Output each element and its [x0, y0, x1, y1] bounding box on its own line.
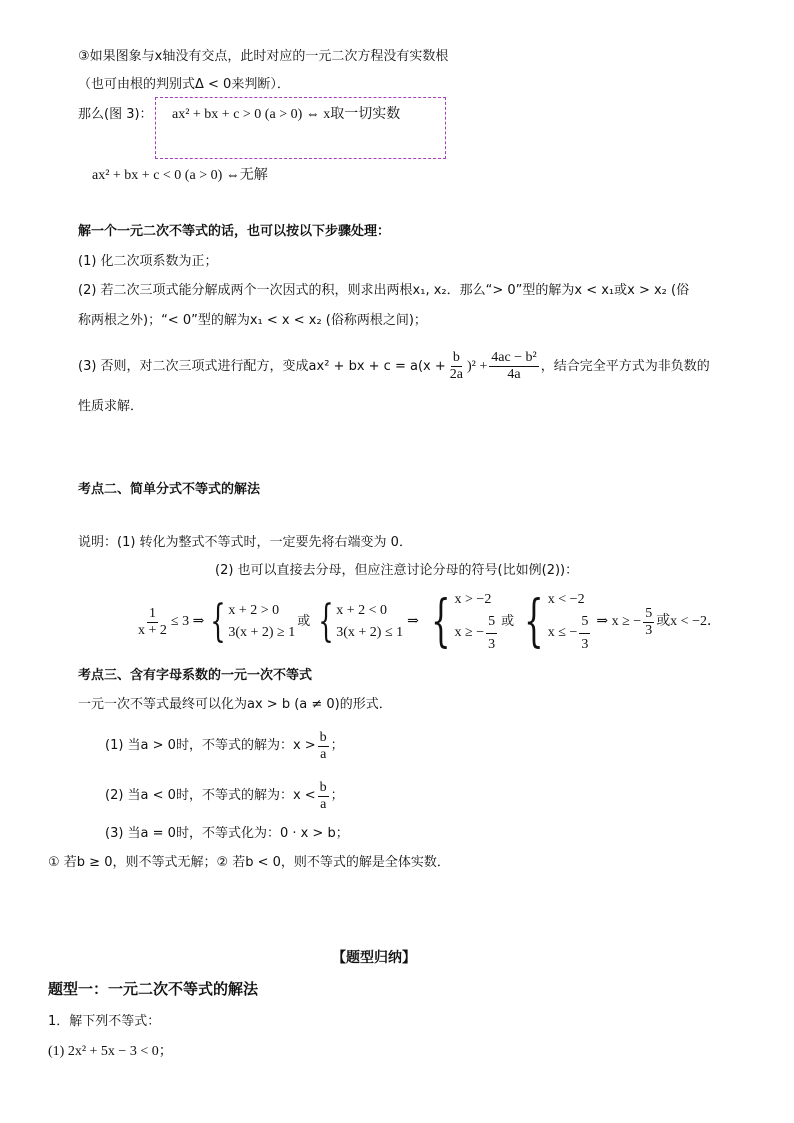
- step-3-line1: [78, 350, 710, 383]
- implies-arrow: ⇒: [407, 614, 419, 629]
- system-b-row-2: 3(x + 2) ≤ 1: [336, 625, 404, 640]
- system-d-row-1: x < −2: [547, 591, 585, 607]
- fraction-denominator: 3: [645, 622, 653, 638]
- k3-sub-cases: ① 若b ≥ 0，则不等式无解；② 若b < 0，则不等式的解是全体实数．: [48, 855, 450, 870]
- system-c-row-2-prefix: x ≥ −: [454, 625, 485, 640]
- fraction-denominator: x + 2: [138, 622, 167, 638]
- section-k2-title: 考点二、简单分式不等式的解法: [78, 482, 261, 497]
- fraction-denominator: 2a: [449, 367, 463, 382]
- fraction-numerator: 5: [486, 611, 497, 634]
- fraction-denominator: 3: [581, 636, 589, 652]
- type-1-title: 题型一：一元二次不等式的解法: [48, 980, 259, 998]
- left-brace: {: [430, 589, 451, 654]
- formula-always-true: ax² + bx + c > 0 (a > 0) ⇔ x取一切实数: [172, 107, 401, 122]
- k3-case-3: (3) 当a = 0时，不等式化为：0 · x > b；: [105, 826, 349, 841]
- fraction-denominator: 4a: [507, 367, 521, 382]
- system-b: [312, 596, 404, 647]
- semicolon: ；: [330, 788, 344, 803]
- fraction-inequality-derivation: [134, 589, 721, 654]
- left-brace: {: [210, 596, 227, 647]
- or-2: 或: [501, 614, 515, 629]
- fraction-discriminant-over-4a: [489, 350, 539, 383]
- text-discriminant: （也可由根的判别式Δ < 0来判断）．: [78, 77, 290, 92]
- step-3-mid: )² +: [466, 358, 488, 374]
- fraction-b-over-a: [318, 780, 329, 813]
- fraction-numerator: b: [452, 350, 460, 365]
- fraction-denominator: a: [320, 796, 327, 812]
- fraction-5-over-3: [579, 611, 590, 656]
- step-2-line1: (2) 若二次三项式能分解成两个一次因式的积，则求出两根x₁, x₂．那么“> 0”型的解为x < x₁或x > x₂ (俗: [78, 283, 690, 298]
- fraction-numerator: 5: [579, 611, 590, 634]
- step-3-line2: 性质求解．: [78, 399, 144, 414]
- left-brace: {: [524, 589, 544, 654]
- text-no-intersection: ③如果图象与x轴没有交点，此时对应的一元二次方程没有实数根: [78, 49, 449, 64]
- final-implies-prefix: ⇒ x ≥ −: [596, 614, 642, 629]
- fraction-numerator: b: [319, 779, 327, 795]
- le-3-implies: ≤ 3 ⇒: [170, 614, 205, 629]
- step-2-line2: 称两根之外)；“< 0”型的解为x₁ < x < x₂ (俗称两根之间)；: [78, 313, 427, 328]
- system-a-row-1: x + 2 > 0: [228, 603, 280, 618]
- question-1: 1．解下列不等式：: [48, 1014, 161, 1029]
- step-1: (1) 化二次项系数为正；: [78, 254, 218, 269]
- fraction-5-over-3: [486, 611, 497, 656]
- fraction-numerator: b: [319, 729, 327, 745]
- final-result-suffix: 或x < −2．: [656, 614, 721, 629]
- case-2-text: (2) 当a < 0时，不等式的解为：x <: [105, 788, 316, 803]
- system-a-row-2: 3(x + 2) ≥ 1: [228, 625, 296, 640]
- k3-case-1: [105, 726, 344, 766]
- system-c-row-1: x > −2: [454, 591, 492, 607]
- fraction-denominator: a: [320, 746, 327, 762]
- section-k3-title: 考点三、含有字母系数的一元一次不等式: [78, 668, 313, 683]
- fraction-5-over-3: [643, 606, 654, 639]
- fraction-numerator: 4ac − b²: [491, 350, 537, 365]
- system-d-row-2: [548, 611, 593, 656]
- fraction-denominator: 3: [488, 636, 496, 652]
- k2-note-1: 说明：(1) 转化为整式不等式时，一定要先将右端变为 0．: [78, 535, 412, 550]
- fraction-numerator: 5: [645, 605, 653, 621]
- question-1-part-1: (1) 2x² + 5x − 3 < 0；: [48, 1044, 173, 1059]
- k3-intro: 一元一次不等式最终可以化为ax > b (a ≠ 0)的形式．: [78, 697, 392, 712]
- system-d: [516, 589, 592, 656]
- types-heading: 【题型归纳】: [332, 950, 416, 966]
- system-b-row-1: x + 2 < 0: [336, 603, 388, 618]
- semicolon: ；: [330, 738, 344, 753]
- or-1: 或: [297, 614, 311, 629]
- formula-no-solution: ax² + bx + c < 0 (a > 0) ⇔无解: [92, 168, 268, 183]
- system-a: [204, 596, 296, 647]
- steps-intro: 解一个一元二次不等式的话，也可以按以下步骤处理：: [78, 224, 391, 239]
- system-c: [423, 589, 499, 656]
- k2-note-2: (2) 也可以直接去分母，但应注意讨论分母的符号(比如例(2))：: [215, 563, 579, 578]
- fraction-b-over-2a: [448, 350, 465, 383]
- fraction-1-over-x-plus-2: [136, 606, 169, 639]
- system-d-row-2-prefix: x ≤ −: [547, 625, 578, 640]
- case-1-text: (1) 当a > 0时，不等式的解为：x >: [105, 738, 316, 753]
- fraction-numerator: 1: [148, 605, 156, 621]
- step-3-suffix: ，结合完全平方式为非负数的: [540, 358, 710, 374]
- k3-case-2: [105, 776, 344, 816]
- fraction-b-over-a: [318, 730, 329, 763]
- then-label: 那么(图 3)：: [78, 107, 153, 122]
- step-3-prefix: (3) 否则，对二次三项式进行配方，变成ax² + bx + c = a(x +: [78, 358, 446, 374]
- left-brace: {: [318, 596, 334, 647]
- system-c-row-2: [455, 611, 500, 656]
